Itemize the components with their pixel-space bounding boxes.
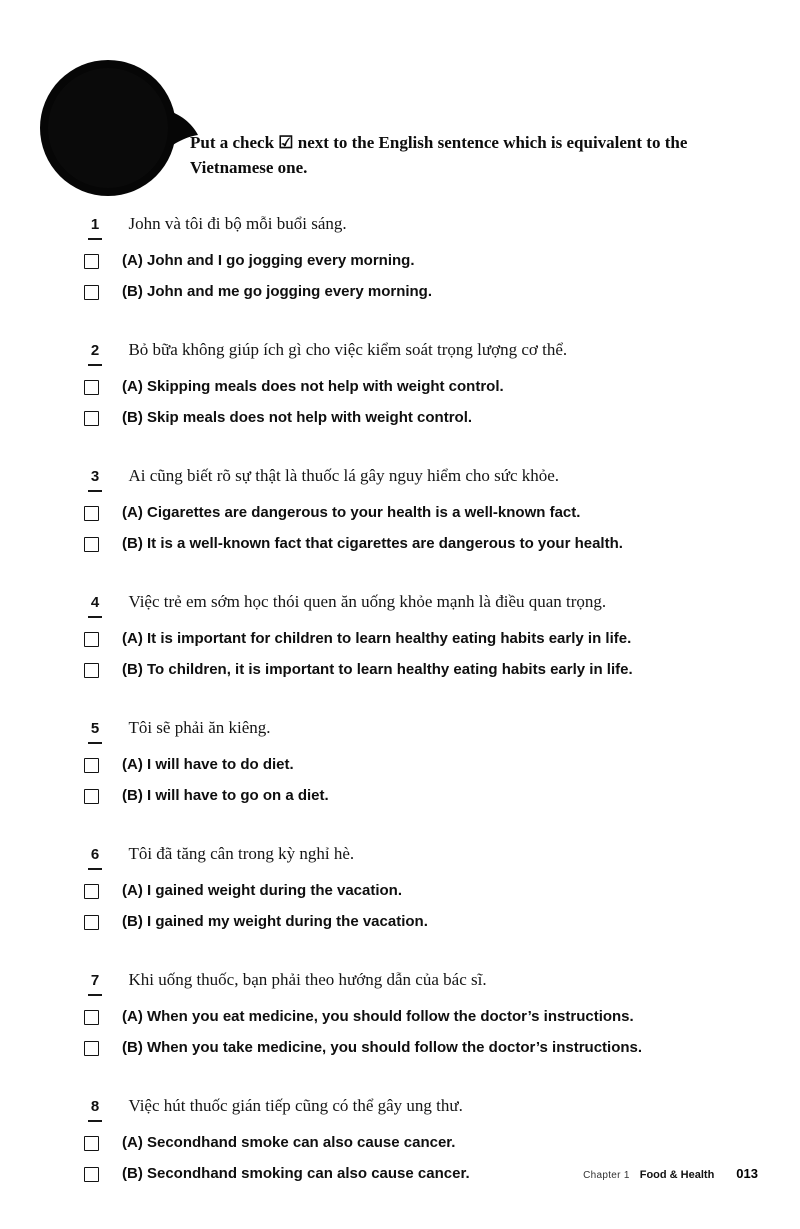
answer-checkbox[interactable] [84, 632, 99, 647]
answer-option-label: (A) Cigarettes are dangerous to your health is a well-known fact. [122, 504, 581, 521]
question-block [0, 590, 800, 683]
answer-option [0, 1035, 800, 1061]
question-prompt-vietnamese: Việc hút thuốc gián tiếp cũng có thể gây ung thư. [128, 1096, 463, 1115]
question-block [0, 212, 800, 305]
answer-checkbox[interactable] [84, 506, 99, 521]
answer-option [0, 878, 800, 904]
question-number: 7 [88, 969, 102, 996]
answer-checkbox[interactable] [84, 1167, 99, 1182]
answer-option-label: (B) It is a well-known fact that cigarettes are dangerous to your health. [122, 535, 623, 552]
answer-option [0, 1004, 800, 1030]
answer-option-label: (B) John and me go jogging every morning. [122, 283, 433, 300]
question-number: 1 [88, 213, 102, 240]
answer-checkbox[interactable] [84, 537, 99, 552]
answer-checkbox[interactable] [84, 789, 99, 804]
answer-checkbox[interactable] [84, 884, 99, 899]
answer-option [0, 783, 800, 809]
answer-option-label: (B) Secondhand smoking can also cause cancer. [122, 1165, 470, 1182]
answer-option-label: (B) I will have to go on a diet. [122, 787, 329, 804]
answer-option [0, 909, 800, 935]
question-prompt-vietnamese: Việc trẻ em sớm học thói quen ăn uống khỏe mạnh là điều quan trọng. [128, 592, 607, 611]
answer-option [0, 1130, 800, 1156]
question-number: 8 [88, 1095, 102, 1122]
question-block [0, 338, 800, 431]
question-head [0, 716, 800, 744]
question-head [0, 590, 800, 618]
answer-checkbox[interactable] [84, 915, 99, 930]
footer-chapter-label: Chapter 1 [583, 1170, 630, 1181]
answer-option-label: (B) I gained my weight during the vacation. [122, 913, 428, 930]
answer-checkbox[interactable] [84, 1136, 99, 1151]
answer-option [0, 405, 800, 431]
footer-section-label: Food & Health [639, 1169, 715, 1181]
answer-option [0, 279, 800, 305]
answer-option-label: (B) When you take medicine, you should follow the doctor’s instructions. [122, 1039, 643, 1056]
footer-page-number: 013 [736, 1166, 758, 1181]
page-header [0, 0, 800, 212]
question-prompt-vietnamese: Tôi sẽ phải ăn kiêng. [128, 718, 271, 737]
answer-option [0, 626, 800, 652]
answer-checkbox[interactable] [84, 758, 99, 773]
question-prompt-vietnamese: John và tôi đi bộ mỗi buổi sáng. [128, 214, 347, 233]
question-block [0, 968, 800, 1061]
answer-option-label: (A) When you eat medicine, you should follow the doctor’s instructions. [122, 1008, 634, 1025]
answer-option-label: (A) John and I go jogging every morning. [122, 252, 415, 269]
question-number: 2 [88, 339, 102, 366]
question-head [0, 338, 800, 366]
answer-checkbox[interactable] [84, 285, 99, 300]
answer-option-label: (A) It is important for children to learn healthy eating habits early in life. [122, 630, 632, 647]
answer-checkbox[interactable] [84, 1041, 99, 1056]
answer-option [0, 248, 800, 274]
question-head [0, 464, 800, 492]
question-block [0, 464, 800, 557]
question-prompt-vietnamese: Khi uống thuốc, bạn phải theo hướng dẫn của bác sĩ. [128, 970, 487, 989]
answer-option-label: (A) Secondhand smoke can also cause cancer. [122, 1134, 456, 1151]
answer-checkbox[interactable] [84, 1010, 99, 1025]
question-number: 3 [88, 465, 102, 492]
exercise-instruction: Put a check ☑ next to the English sentence which is equivalent to the Vietnamese one. [190, 133, 688, 177]
answer-option-label: (B) To children, it is important to learn healthy eating habits early in life. [122, 661, 633, 678]
answer-option [0, 531, 800, 557]
question-head [0, 842, 800, 870]
question-block [0, 716, 800, 809]
answer-option [0, 657, 800, 683]
question-head [0, 212, 800, 240]
question-number: 5 [88, 717, 102, 744]
answer-option-label: (A) Skipping meals does not help with weight control. [122, 378, 504, 395]
question-number: 6 [88, 843, 102, 870]
question-prompt-vietnamese: Tôi đã tăng cân trong kỳ nghỉ hè. [128, 844, 355, 863]
answer-checkbox[interactable] [84, 254, 99, 269]
question-prompt-vietnamese: Bỏ bữa không giúp ích gì cho việc kiểm soát trọng lượng cơ thể. [128, 340, 568, 359]
question-number: 4 [88, 591, 102, 618]
answer-option-label: (A) I will have to do diet. [122, 756, 294, 773]
answer-option [0, 752, 800, 778]
question-list [0, 212, 800, 1187]
answer-option [0, 500, 800, 526]
page-footer [583, 1166, 758, 1181]
question-head [0, 1094, 800, 1122]
answer-option-label: (A) I gained weight during the vacation. [122, 882, 403, 899]
answer-option-label: (B) Skip meals does not help with weight control. [122, 409, 473, 426]
answer-checkbox[interactable] [84, 411, 99, 426]
answer-option [0, 374, 800, 400]
ink-splat-speech-bubble-icon [30, 52, 210, 202]
question-head [0, 968, 800, 996]
question-prompt-vietnamese: Ai cũng biết rõ sự thật là thuốc lá gây nguy hiểm cho sức khỏe. [128, 466, 560, 485]
question-block [0, 842, 800, 935]
answer-checkbox[interactable] [84, 663, 99, 678]
answer-checkbox[interactable] [84, 380, 99, 395]
